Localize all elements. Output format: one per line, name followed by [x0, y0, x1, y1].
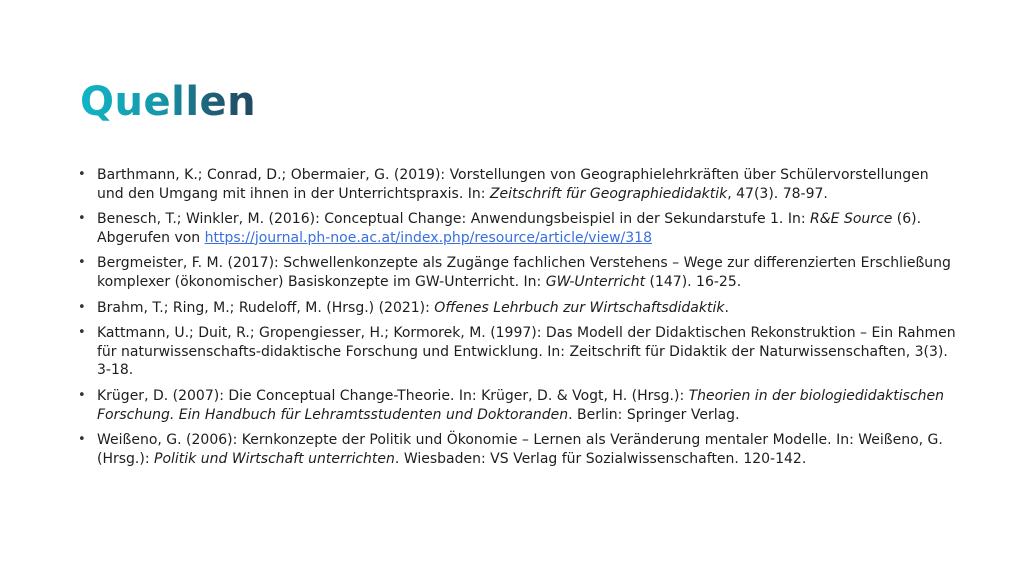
- reference-source-title: R&E Source: [810, 211, 893, 228]
- reference-text: Brahm, T.; Ring, M.; Rudeloff, M. (Hrsg.) (2021):: [97, 299, 435, 316]
- bullet-icon: •: [78, 387, 86, 403]
- reference-list: [78, 166, 958, 475]
- reference-item: [78, 210, 958, 247]
- reference-text: Bergmeister, F. M. (2017): Schwellenkonzepte als Zugänge fachlichen Verstehens – Wege zur differenzierten Erschließung komplexer (ökonomischer) Basiskonzepte im GW-Unterricht. In:: [97, 255, 951, 290]
- slide-title: Quellen: [80, 76, 256, 128]
- reference-item: [78, 299, 958, 318]
- reference-source-title: Theorien in der biologiedidaktischen Forschung. Ein Handbuch für Lehramtsstudenten und Doktoranden: [97, 387, 944, 423]
- reference-text: Weißeno, G. (2006): Kernkonzepte der Politik und Ökonomie – Lernen als Veränderung mentaler Modelle. In: Weißeno, G. (Hrsg.):: [97, 432, 943, 467]
- reference-text: Benesch, T.; Winkler, M. (2016): Conceptual Change: Anwendungsbeispiel in der Sekundarstufe 1. In:: [97, 211, 811, 228]
- reference-text: Kattmann, U.; Duit, R.; Gropengiesser, H.; Kormorek, M. (1997): Das Modell der Didaktischen Rekonstruktion – Ein Rahmen für naturwissenschafts-didaktische Forschung und Entwicklung. In: Zeitschrift für Didaktik der Naturwissenschaften, 3(3). 3-18.: [97, 325, 956, 379]
- reference-text: Barthmann, K.; Conrad, D.; Obermaier, G. (2019): Vorstellungen von Geographielehrkräften über Schülervorstellungen und den Umgang mit ihnen in der Unterrichtspraxis. In:: [97, 167, 929, 202]
- reference-item: [78, 254, 958, 291]
- reference-source-title: GW-Unterricht: [545, 273, 646, 290]
- bullet-icon: •: [78, 255, 86, 271]
- reference-text: (6). Abgerufen von: [97, 211, 922, 246]
- reference-text: . Wiesbaden: VS Verlag für Sozialwissenschaften. 120-142.: [394, 450, 807, 467]
- reference-item: [78, 387, 958, 424]
- reference-text: , 47(3). 78-97.: [727, 185, 828, 202]
- reference-text: . Berlin: Springer Verlag.: [568, 406, 740, 423]
- reference-item: [78, 431, 958, 468]
- reference-item: [78, 324, 958, 380]
- bullet-icon: •: [78, 211, 86, 227]
- reference-text: .: [724, 299, 729, 316]
- reference-source-title: Politik und Wirtschaft unterrichten: [154, 450, 395, 467]
- bullet-icon: •: [78, 432, 86, 448]
- bullet-icon: •: [78, 299, 86, 315]
- reference-source-title: Zeitschrift für Geographiedidaktik: [489, 185, 728, 202]
- bullet-icon: •: [78, 325, 86, 341]
- reference-text: (147). 16-25.: [645, 273, 742, 290]
- reference-text: Krüger, D. (2007): Die Conceptual Change-Theorie. In: Krüger, D. & Vogt, H. (Hrsg.):: [97, 387, 689, 404]
- bullet-icon: •: [78, 167, 86, 182]
- reference-source-title: Offenes Lehrbuch zur Wirtschaftsdidaktik: [434, 299, 725, 316]
- reference-link[interactable]: https://journal.ph-noe.ac.at/index.php/resource/article/view/318: [204, 229, 652, 246]
- reference-item: [78, 166, 958, 203]
